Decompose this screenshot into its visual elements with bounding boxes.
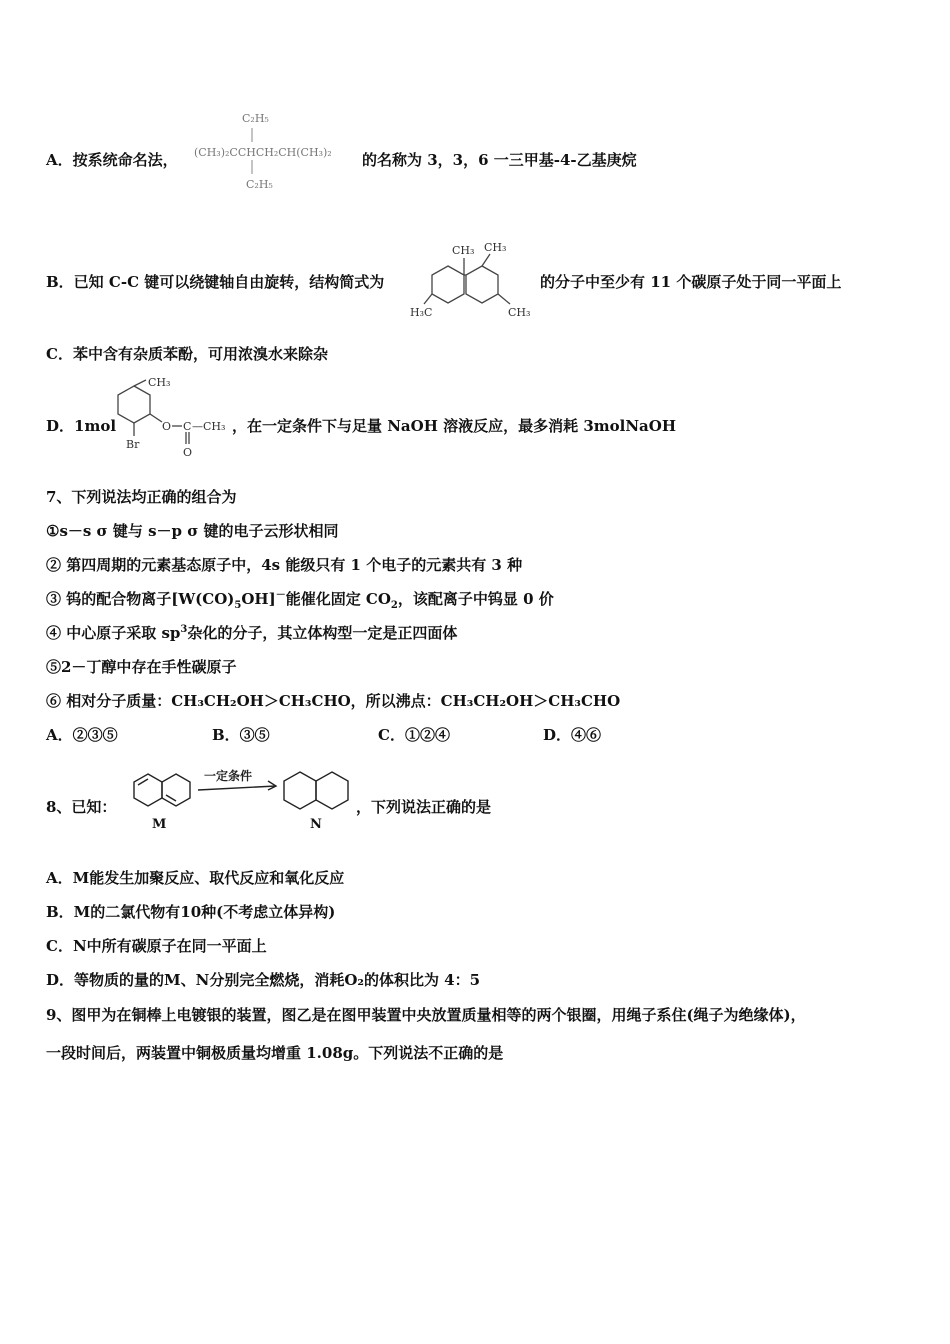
q7-option-b[interactable]: B．③⑤: [212, 726, 270, 744]
q8-stem-suffix: [356, 797, 491, 817]
q9-line1-text: 9、图甲为在铜棒上电镀银的装置，图乙是在图甲装置中央放置质量相等的两个银圈，用绳子系住(绳子为绝缘体)，: [46, 1006, 806, 1024]
q6-d-o-bond: [150, 414, 162, 422]
q7-s3-end: ，该配离子中钨显 0 价: [397, 590, 554, 608]
q7-statement-1: [46, 521, 339, 541]
q6-b-suffix: 的分子中至少有 11 个碳原子处于同一平面上: [540, 273, 842, 291]
q6-d-ester-image: [112, 376, 234, 460]
q6-a-formula-image: [192, 106, 362, 194]
q7-option-a[interactable]: A．②③⑤: [46, 726, 118, 744]
q6-b-ring-right: [466, 266, 498, 303]
q7-s3-sub: 5: [234, 600, 242, 611]
q6-d-suffix: ，在一定条件下与足量 NaOH 溶液反应，最多消耗 3molNaOH: [232, 417, 677, 435]
q8-option-d[interactable]: [46, 970, 480, 990]
q8-n-ring-2: [316, 772, 348, 809]
q6-a-suffix-line: [362, 150, 637, 170]
q8-reaction-image: [126, 760, 362, 836]
q6-d-benzene-ring: [118, 386, 150, 423]
q6-d-label-br: Br: [126, 438, 140, 451]
q8-arrow-label: 一定条件: [204, 769, 253, 783]
q8-m-ring-1: [134, 774, 162, 806]
q8-m-ring-2: [162, 774, 190, 806]
q6-option-a: [46, 150, 178, 170]
q7-s3-sup: －: [275, 590, 286, 601]
q6-b-methyl-bond-d: [498, 294, 510, 304]
q6-d-structure: [112, 376, 234, 460]
q7-stem: [46, 487, 236, 507]
q8-m-double-2: [166, 795, 176, 801]
q6-b-label-ch3-c: CH₃: [508, 306, 531, 319]
q8-pre: 8、已知：: [46, 798, 117, 816]
q6-b-suffix-line: [540, 272, 841, 292]
q8-option-b[interactable]: [46, 902, 335, 922]
q8-option-a[interactable]: [46, 868, 344, 888]
q7-s3-sub2: 2: [390, 600, 398, 611]
q9-stem-line-2: [46, 1043, 503, 1063]
q6-d-suffix-line: [232, 416, 676, 436]
q8-d-text: D．等物质的量的M、N分别完全燃烧，消耗O₂的体积比为 4：5: [46, 971, 481, 989]
q7-s3-mid: OH]: [241, 590, 276, 608]
q6-option-d: [46, 416, 116, 436]
q6-d-label-carbonyl-o: O: [183, 446, 193, 459]
q7-s3-pre: ③ 钨的配合物离子[W(CO): [46, 590, 235, 608]
q8-label-m: M: [152, 817, 167, 832]
q7-s3-post: 能催化固定 CO: [285, 590, 391, 608]
q8-arrow-head: [268, 781, 276, 790]
q6-b-prefix: B．已知 C-C 键可以绕键轴自由旋转，结构简式为: [46, 273, 385, 291]
q6-a-top-group: C₂H₅: [242, 112, 269, 125]
q6-b-methyl-bond-b: [482, 254, 490, 266]
q7-s1-text: ①s－s σ 键与 s－p σ 键的电子云形状相同: [46, 522, 339, 540]
q6-d-label-c: C: [183, 420, 192, 433]
q7-s2-text: ② 第四周期的元素基态原子中，4s 能级只有 1 个电子的元素共有 3 种: [46, 556, 523, 574]
q6-b-label-ch3-b: CH₃: [484, 241, 507, 254]
q7-statement-2: [46, 555, 522, 575]
q7-option-c[interactable]: C．①②④: [378, 726, 450, 744]
q7-s4-pre: ④ 中心原子采取 sp: [46, 624, 181, 642]
q6-b-structure: [410, 236, 540, 324]
q7-s6-text: ⑥ 相对分子质量：CH₃CH₂OH＞CH₃CHO，所以沸点：CH₃CH₂OH＞CH₃CHO: [46, 692, 621, 710]
q6-b-ring-left: [432, 266, 464, 303]
q7-s4-sup: 3: [180, 624, 188, 635]
q6-b-label-ch3-a: CH₃: [452, 244, 475, 257]
q9-line2-text: 一段时间后，两装置中铜极质量均增重 1.08g。下列说法不正确的是: [46, 1044, 504, 1062]
q6-d-label-ch3-ester: —CH₃: [192, 420, 226, 433]
q8-reaction-scheme: [126, 760, 362, 836]
q6-b-methyl-bond-c: [424, 294, 432, 304]
q8-b-text: B．M的二氯代物有10种(不考虑立体异构): [46, 903, 336, 921]
q6-d-prefix: D．1mol: [46, 417, 117, 435]
q6-b-biphenyl-image: [410, 236, 540, 324]
q6-option-b: [46, 272, 384, 292]
q7-stem-text: 7、下列说法均正确的组合为: [46, 488, 237, 506]
q8-post: ，下列说法正确的是: [356, 798, 492, 816]
q7-s4-post: 杂化的分子，其立体构型一定是正四面体: [187, 624, 458, 642]
q8-a-text: A．M能发生加聚反应、取代反应和氧化反应: [46, 869, 345, 887]
q6-d-label-ch3: CH₃: [148, 376, 171, 389]
q8-arrow-shaft: [198, 786, 276, 790]
q6-a-structure: [192, 106, 362, 194]
q8-stem: [46, 797, 116, 817]
q8-label-n: N: [310, 817, 322, 832]
q7-statement-4: [46, 623, 457, 643]
q6-d-label-o: O: [162, 420, 172, 433]
q6-a-bottom-group: C₂H₅: [246, 178, 273, 191]
q8-option-c[interactable]: [46, 936, 267, 956]
q7-statement-3: [46, 589, 554, 609]
q7-statement-5: [46, 657, 236, 677]
q6-a-suffix: 的名称为 3，3，6 一三甲基-4-乙基庚烷: [362, 151, 637, 169]
q6-option-c: [46, 344, 328, 364]
q7-s5-text: ⑤2－丁醇中存在手性碳原子: [46, 658, 237, 676]
q8-n-ring-1: [284, 772, 316, 809]
q6-a-prefix: A．按系统命名法，: [46, 151, 178, 169]
q6-d-methyl-bond: [134, 380, 146, 386]
q6-c-text: C．苯中含有杂质苯酚，可用浓溴水来除杂: [46, 345, 328, 363]
q7-statement-6: [46, 691, 620, 711]
q6-a-main-chain: (CH₃)₂CCHCH₂CH(CH₃)₂: [194, 146, 332, 159]
q8-m-double-1: [138, 779, 148, 785]
q6-b-label-h3c: H₃C: [410, 306, 433, 319]
q8-c-text: C．N中所有碳原子在同一平面上: [46, 937, 267, 955]
q7-option-d[interactable]: D．④⑥: [543, 726, 602, 744]
q9-stem-line-1: [46, 1005, 806, 1025]
